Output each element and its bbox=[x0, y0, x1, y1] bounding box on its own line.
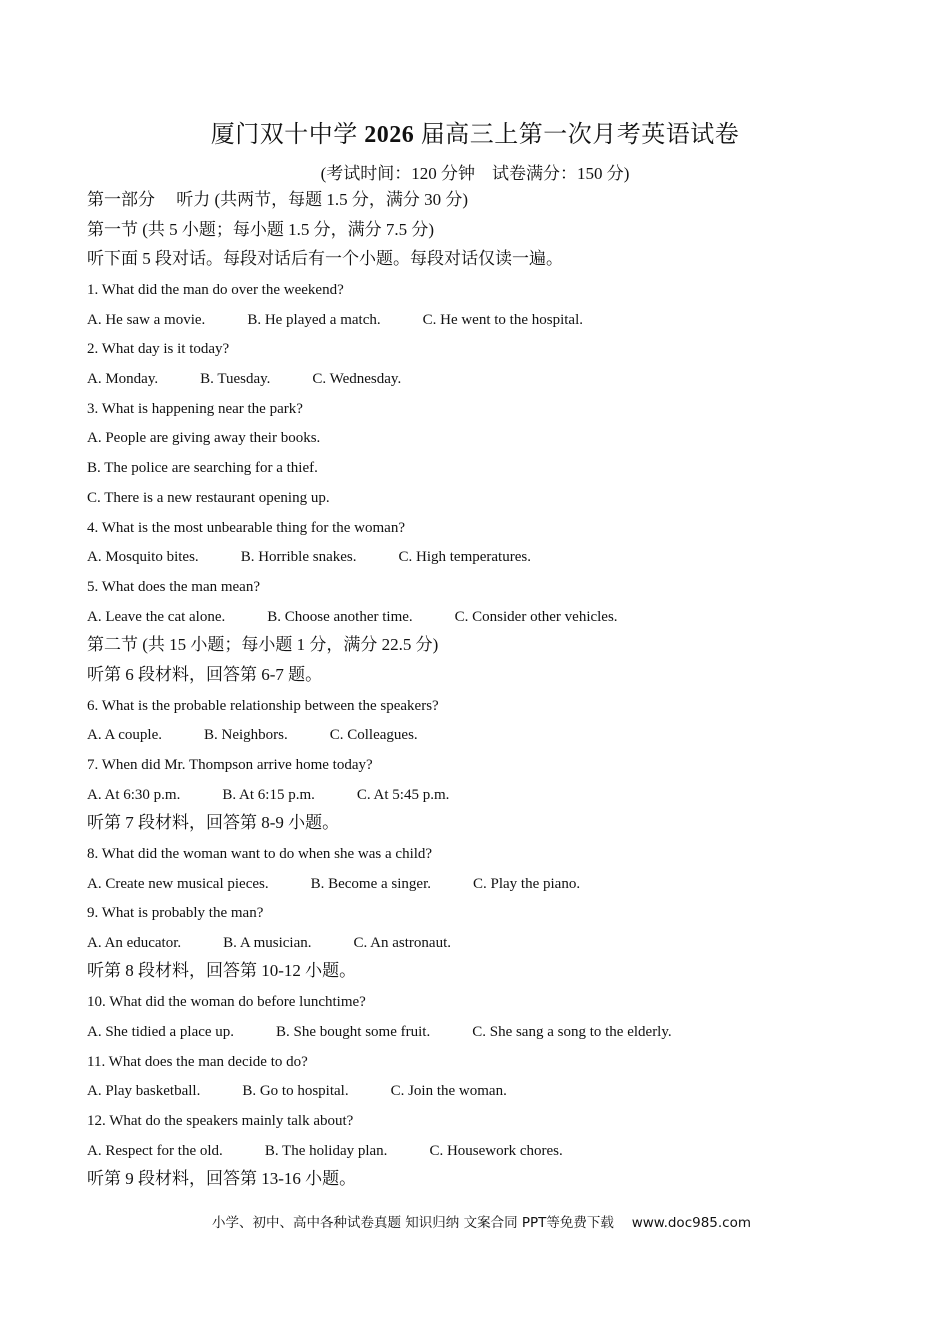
option-b: B. The police are searching for a thief. bbox=[87, 460, 318, 476]
question-stem: 7. When did Mr. Thompson arrive home today? bbox=[87, 757, 373, 773]
option-c: C. Housework chores. bbox=[429, 1143, 563, 1159]
option-b: B. Go to hospital. bbox=[242, 1083, 349, 1099]
section1-instruction: 听下面 5 段对话。每段对话后有一个小题。每段对话仅读一遍。 bbox=[87, 249, 563, 268]
option-a: A. He saw a movie. bbox=[87, 312, 206, 328]
option-a: A. Monday. bbox=[87, 371, 159, 387]
option-a: A. Respect for the old. bbox=[87, 1143, 223, 1159]
option-b: B. Neighbors. bbox=[204, 727, 288, 743]
footer-ad-text: 小学、初中、高中各种试卷真题 知识归纳 文案合同 PPT等免费下载 www.doc985.com bbox=[212, 1215, 752, 1231]
option-a: A. At 6:30 p.m. bbox=[87, 787, 181, 803]
option-c: C. High temperatures. bbox=[398, 549, 531, 565]
title-prefix: 厦门双十中学 bbox=[210, 122, 365, 148]
option-c: C. He went to the hospital. bbox=[422, 312, 584, 328]
option-b: B. The holiday plan. bbox=[264, 1143, 388, 1159]
question-stem: 10. What did the woman do before lunchtime? bbox=[87, 994, 366, 1010]
question-options bbox=[87, 1081, 507, 1101]
option-a: A. A couple. bbox=[87, 727, 162, 743]
title-year: 2026 bbox=[364, 122, 415, 148]
question-stem: 12. What do the speakers mainly talk about? bbox=[87, 1113, 354, 1129]
question-stem: 1. What did the man do over the weekend? bbox=[87, 282, 344, 298]
part1-heading: 第一部分 听力 (共两节，每题 1.5 分，满分 30 分) bbox=[87, 190, 469, 209]
option-c: C. Join the woman. bbox=[390, 1083, 507, 1099]
option-c: C. Wednesday. bbox=[312, 371, 402, 387]
option-a: A. Play basketball. bbox=[87, 1083, 201, 1099]
option-c: C. There is a new restaurant opening up. bbox=[87, 490, 330, 506]
question-stem: 5. What does the man mean? bbox=[87, 579, 260, 595]
question-options bbox=[87, 547, 531, 567]
question-options bbox=[87, 310, 583, 330]
option-c: C. Colleagues. bbox=[329, 727, 418, 743]
option-a: A. Mosquito bites. bbox=[87, 549, 199, 565]
section1-heading: 第一节 (共 5 小题；每小题 1.5 分，满分 7.5 分) bbox=[87, 220, 435, 239]
option-a: A. Leave the cat alone. bbox=[87, 609, 226, 625]
option-b: B. Tuesday. bbox=[200, 371, 271, 387]
question-options bbox=[87, 874, 580, 894]
question-stem: 9. What is probably the man? bbox=[87, 905, 264, 921]
title-suffix: 届高三上第一次月考英语试卷 bbox=[414, 122, 740, 148]
question-stem: 2. What day is it today? bbox=[87, 341, 230, 357]
question-stem: 6. What is the probable relationship between the speakers? bbox=[87, 698, 439, 714]
question-stem: 8. What did the woman want to do when she was a child? bbox=[87, 846, 433, 862]
question-stem: 3. What is happening near the park? bbox=[87, 401, 303, 417]
exam-subtitle: (考试时间：120 分钟 试卷满分：150 分) bbox=[320, 164, 630, 183]
option-a: A. Create new musical pieces. bbox=[87, 876, 269, 892]
option-b: B. Choose another time. bbox=[267, 609, 413, 625]
section2-heading: 第二节 (共 15 小题；每小题 1 分，满分 22.5 分) bbox=[87, 635, 439, 654]
question-options bbox=[87, 785, 449, 805]
option-b: B. A musician. bbox=[223, 935, 312, 951]
option-b: B. She bought some fruit. bbox=[276, 1024, 431, 1040]
option-a: A. She tidied a place up. bbox=[87, 1024, 235, 1040]
question-stem: 11. What does the man decide to do? bbox=[87, 1054, 308, 1070]
option-b: B. Horrible snakes. bbox=[240, 549, 357, 565]
option-a: A. People are giving away their books. bbox=[87, 430, 321, 446]
option-a: A. An educator. bbox=[87, 935, 182, 951]
option-c: C. At 5:45 p.m. bbox=[356, 787, 450, 803]
option-c: C. An astronaut. bbox=[353, 935, 451, 951]
exam-title bbox=[0, 114, 950, 149]
option-b: B. Become a singer. bbox=[310, 876, 431, 892]
material-note: 听第 8 段材料，回答第 10-12 小题。 bbox=[87, 961, 357, 980]
question-options bbox=[87, 1141, 563, 1161]
question-options bbox=[87, 725, 418, 745]
option-c: C. Play the piano. bbox=[473, 876, 581, 892]
material-note: 听第 9 段材料，回答第 13-16 小题。 bbox=[87, 1169, 357, 1188]
question-stem: 4. What is the most unbearable thing for the woman? bbox=[87, 520, 405, 536]
option-b: B. He played a match. bbox=[247, 312, 381, 328]
question-options bbox=[87, 369, 401, 389]
material-note: 听第 7 段材料，回答第 8-9 小题。 bbox=[87, 813, 340, 832]
question-options bbox=[87, 933, 451, 953]
option-b: B. At 6:15 p.m. bbox=[222, 787, 315, 803]
question-options bbox=[87, 1022, 672, 1042]
material-note: 听第 6 段材料，回答第 6-7 题。 bbox=[87, 665, 323, 684]
question-options bbox=[87, 607, 618, 627]
option-c: C. She sang a song to the elderly. bbox=[472, 1024, 672, 1040]
option-c: C. Consider other vehicles. bbox=[454, 609, 618, 625]
